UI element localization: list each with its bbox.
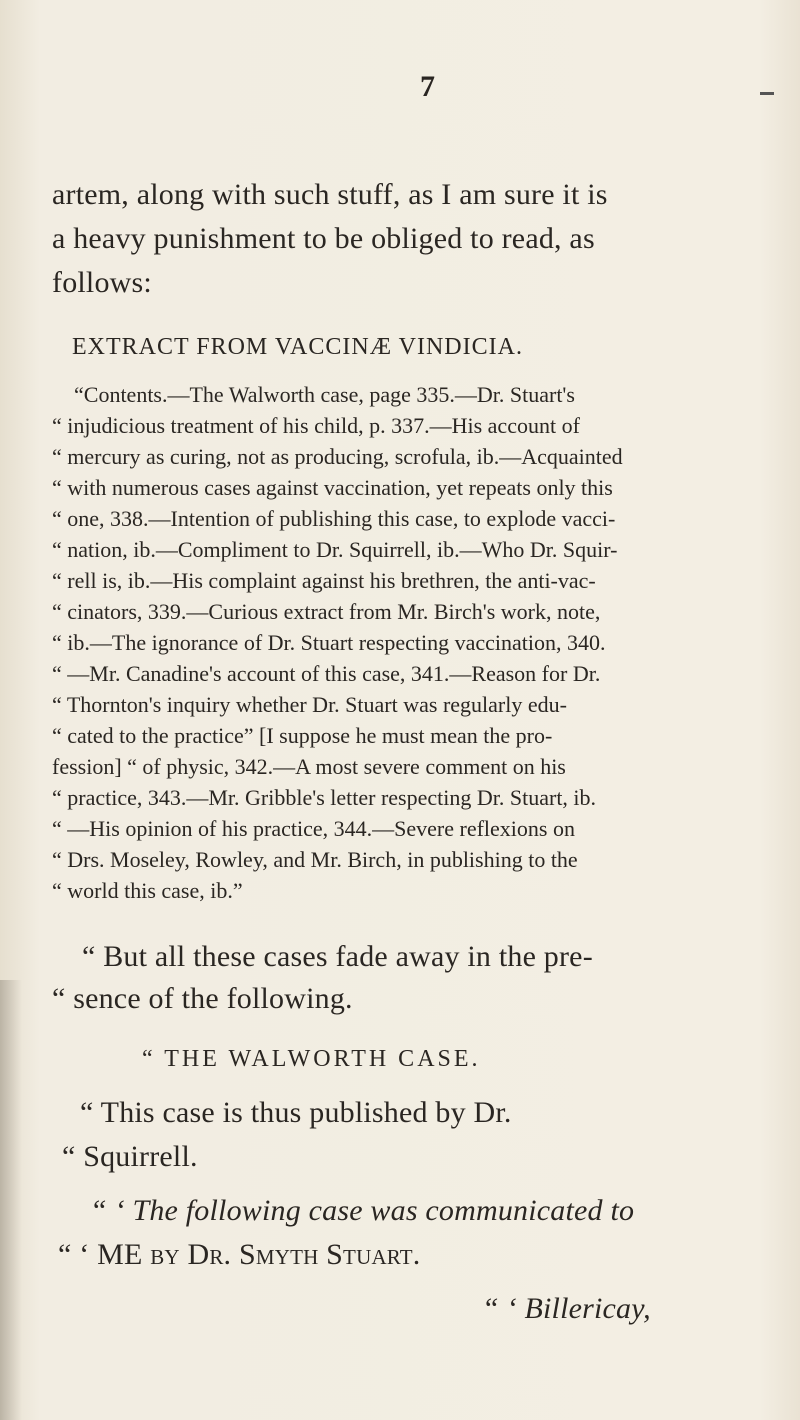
extract-line: “ cinators, 339.—Curious extract from Mr. Birch's work, note, (52, 599, 601, 624)
page-number: 7 (420, 70, 435, 103)
extract-line: “ cated to the practice” [I suppose he must mean the pro- (52, 723, 553, 748)
extract-line: “ one, 338.—Intention of publishing this case, to explode vacci- (52, 506, 616, 531)
extract-line: “ —Mr. Canadine's account of this case, 341.—Reason for Dr. (52, 661, 601, 686)
extract-line: “ ib.—The ignorance of Dr. Stuart respecting vaccination, 340. (52, 630, 606, 655)
extract-line: “ practice, 343.—Mr. Gribble's letter respecting Dr. Stuart, ib. (52, 785, 597, 810)
extract-line: “ rell is, ib.—His complaint against his brethren, the anti-vac- (52, 568, 596, 593)
case-heading: “ THE WALWORTH CASE. (142, 1046, 481, 1072)
intro-line-2: a heavy punishment to be obliged to read, as (52, 222, 595, 255)
extract-line: “ with numerous cases against vaccination, yet repeats only this (52, 475, 613, 500)
extract-line: “ Thornton's inquiry whether Dr. Stuart was regularly edu- (52, 692, 567, 717)
extract-line: “ mercury as curing, not as producing, scrofula, ib.—Acquainted (52, 444, 623, 469)
body-line-5: “ ‘ The following case was communicated to (90, 1194, 635, 1227)
extract-line: “ injudicious treatment of his child, p. 337.—His account of (52, 413, 580, 438)
extract-heading: EXTRACT FROM VACCINÆ VINDICIA. (72, 334, 523, 360)
extract-line: “ world this case, ib.” (52, 878, 243, 903)
intro-line-1: artem, along with such stuff, as I am sure it is (52, 178, 608, 211)
ink-mark (760, 92, 774, 95)
body-line-1: “ But all these cases fade away in the pre- (82, 940, 593, 973)
spine-shadow (0, 980, 22, 1420)
intro-line-3: follows: (52, 266, 152, 299)
extract-line: “ Drs. Moseley, Rowley, and Mr. Birch, in publishing to the (52, 847, 578, 872)
extract-line: “ —His opinion of his practice, 344.—Severe reflexions on (52, 816, 575, 841)
body-line-2: “ sence of the following. (52, 982, 353, 1015)
body-line-4: “ Squirrell. (62, 1140, 198, 1173)
extract-line: “Contents.—The Walworth case, page 335.—Dr. Stuart's (74, 382, 575, 407)
extract-line: “ nation, ib.—Compliment to Dr. Squirrell, ib.—Who Dr. Squir- (52, 537, 618, 562)
body-line-7: “ ‘ Billericay, (482, 1292, 651, 1325)
body-line-3: “ This case is thus published by Dr. (80, 1096, 512, 1129)
extract-line: fession] “ of physic, 342.—A most severe comment on his (52, 754, 566, 779)
body-line-6: “ ‘ ME by Dr. Smyth Stuart. (58, 1238, 421, 1271)
